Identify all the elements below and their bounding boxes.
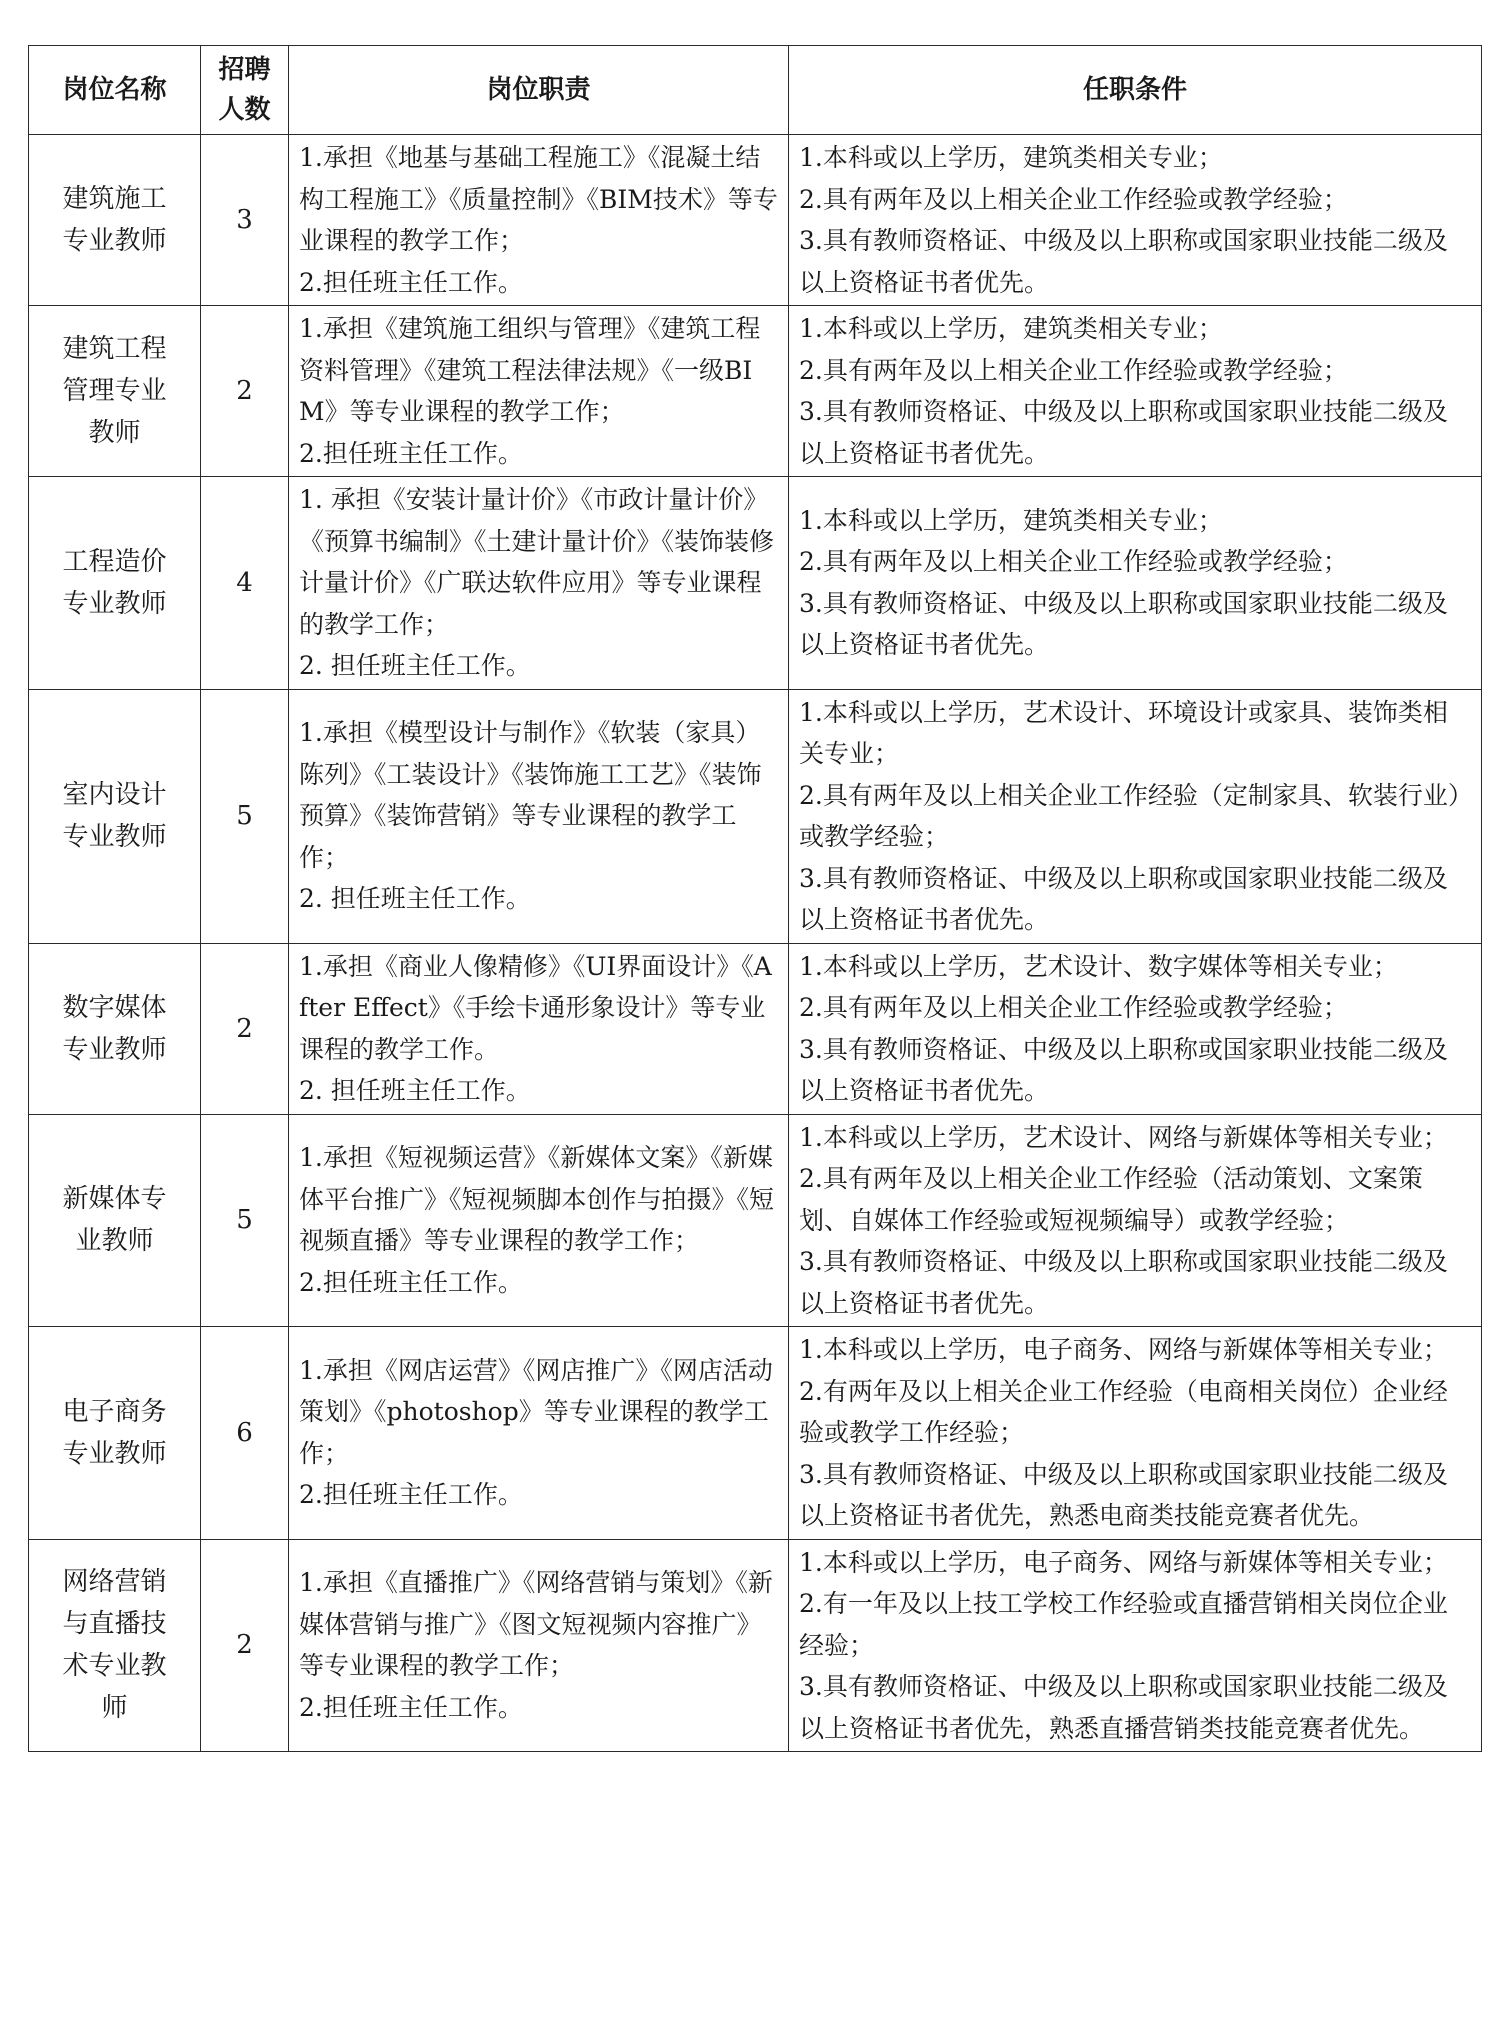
- position-name: 建筑工程管理专业教师: [62, 334, 167, 448]
- duty-item: 1.承担《建筑施工组织与管理》《建筑工程资料管理》《建筑工程法律法规》《一级BIM》等专业课程的教学工作；: [299, 314, 761, 426]
- duty-item: 2.担任班主任工作。: [299, 1267, 523, 1297]
- header-headcount: [201, 46, 289, 135]
- table-row: [29, 306, 1482, 477]
- headcount: 3: [201, 135, 289, 306]
- headcount: 5: [201, 689, 289, 943]
- requirements-cell: [789, 689, 1482, 943]
- table-row: [29, 1114, 1482, 1327]
- headcount: 4: [201, 477, 289, 690]
- requirement-item: 2.具有两年及以上相关企业工作经验或教学经验；: [799, 184, 1348, 214]
- duties-cell: [289, 1327, 789, 1540]
- position-name-cell: [29, 1539, 201, 1752]
- position-name: 新媒体专业教师: [62, 1184, 167, 1257]
- duties-cell: [289, 689, 789, 943]
- duties-cell: [289, 1114, 789, 1327]
- requirement-item: 3.具有教师资格证、中级及以上职称或国家职业技能二级及以上资格证书者优先。: [799, 1034, 1448, 1105]
- duty-item: 2.担任班主任工作。: [299, 1480, 523, 1510]
- table-row: [29, 1327, 1482, 1540]
- duty-item: 2. 担任班主任工作。: [299, 884, 531, 914]
- requirement-item: 3.具有教师资格证、中级及以上职称或国家职业技能二级及以上资格证书者优先。: [799, 226, 1448, 297]
- duty-item: 2. 担任班主任工作。: [299, 1076, 531, 1105]
- position-name-cell: [29, 477, 201, 690]
- requirement-item: 3.具有教师资格证、中级及以上职称或国家职业技能二级及以上资格证书者优先。: [799, 397, 1448, 468]
- requirement-item: 3.具有教师资格证、中级及以上职称或国家职业技能二级及以上资格证书者优先。: [799, 863, 1448, 934]
- header-headcount-label: 招聘人数: [218, 55, 271, 125]
- headcount: 2: [201, 306, 289, 477]
- requirement-item: 1.本科或以上学历，电子商务、网络与新媒体等相关专业；: [799, 1547, 1448, 1577]
- position-name: 室内设计专业教师: [62, 780, 167, 852]
- duty-item: 2. 担任班主任工作。: [299, 651, 531, 680]
- position-name-cell: [29, 306, 201, 477]
- requirement-item: 2.有两年及以上相关企业工作经验（电商相关岗位）企业经验或教学工作经验；: [799, 1376, 1448, 1447]
- duty-item: 1.承担《网店运营》《网店推广》《网店活动策划》《photoshop》等专业课程的教学工作；: [299, 1355, 773, 1468]
- requirement-item: 1.本科或以上学历，电子商务、网络与新媒体等相关专业；: [799, 1335, 1448, 1364]
- duties-cell: [289, 943, 789, 1114]
- duty-item: 1.承担《直播推广》《网络营销与策划》《新媒体营销与推广》《图文短视频内容推广》等专业课程的教学工作；: [299, 1568, 773, 1681]
- requirement-item: 2.具有两年及以上相关企业工作经验（定制家具、软装行业）或教学经验；: [799, 780, 1461, 851]
- requirement-item: 1.本科或以上学历，艺术设计、网络与新媒体等相关专业；: [799, 1122, 1448, 1152]
- requirement-item: 2.具有两年及以上相关企业工作经验或教学经验；: [799, 355, 1348, 385]
- requirements-cell: [789, 943, 1482, 1114]
- position-name-cell: [29, 135, 201, 306]
- requirements-cell: [789, 135, 1482, 306]
- position-name-cell: [29, 1114, 201, 1327]
- requirement-item: 2.具有两年及以上相关企业工作经验或教学经验；: [799, 547, 1348, 577]
- headcount: 2: [201, 1539, 289, 1752]
- requirements-cell: [789, 477, 1482, 690]
- position-name: 电子商务专业教师: [62, 1396, 167, 1469]
- position-name-cell: [29, 943, 201, 1114]
- position-name: 建筑施工专业教师: [62, 184, 167, 256]
- table-row: [29, 689, 1482, 943]
- headcount: 6: [201, 1327, 289, 1540]
- requirements-cell: [789, 306, 1482, 477]
- requirement-item: 2.有一年及以上技工学校工作经验或直播营销相关岗位企业经验；: [799, 1589, 1448, 1660]
- duty-item: 2.担任班主任工作。: [299, 1692, 523, 1722]
- requirements-cell: [789, 1327, 1482, 1540]
- header-duties: 岗位职责: [289, 46, 789, 135]
- position-name: 工程造价专业教师: [62, 546, 167, 619]
- requirement-item: 3.具有教师资格证、中级及以上职称或国家职业技能二级及以上资格证书者优先。: [799, 1247, 1448, 1318]
- position-name-cell: [29, 689, 201, 943]
- duties-cell: [289, 135, 789, 306]
- requirements-cell: [789, 1539, 1482, 1752]
- header-row: [29, 46, 1482, 135]
- requirement-item: 3.具有教师资格证、中级及以上职称或国家职业技能二级及以上资格证书者优先，熟悉直播营销类技能竞赛者优先。: [799, 1672, 1448, 1743]
- table-row: [29, 135, 1482, 306]
- duty-item: 1.承担《模型设计与制作》《软装（家具）陈列》《工装设计》《装饰施工工艺》《装饰预算》《装饰营销》等专业课程的教学工作；: [299, 718, 762, 872]
- requirement-item: 3.具有教师资格证、中级及以上职称或国家职业技能二级及以上资格证书者优先，熟悉电商类技能竞赛者优先。: [799, 1459, 1448, 1530]
- duty-item: 1. 承担《安装计量计价》《市政计量计价》《预算书编制》《土建计量计价》《装饰装修计量计价》《广联达软件应用》等专业课程的教学工作；: [299, 485, 775, 639]
- duties-cell: [289, 1539, 789, 1752]
- table-body: [29, 135, 1482, 1752]
- requirement-item: 1.本科或以上学历，艺术设计、环境设计或家具、装饰类相关专业；: [799, 697, 1448, 768]
- duty-item: 1.承担《地基与基础工程施工》《混凝土结构工程施工》《质量控制》《BIM技术》等专业课程的教学工作；: [299, 143, 778, 255]
- duty-item: 2.担任班主任工作。: [299, 267, 523, 297]
- position-name-cell: [29, 1327, 201, 1540]
- requirement-item: 1.本科或以上学历，建筑类相关专业；: [799, 143, 1223, 172]
- requirement-item: 2.具有两年及以上相关企业工作经验（活动策划、文案策划、自媒体工作经验或短视频编导）或教学经验；: [799, 1164, 1423, 1235]
- requirement-item: 2.具有两年及以上相关企业工作经验或教学经验；: [799, 993, 1348, 1022]
- duty-item: 1.承担《商业人像精修》《UI界面设计》《After Effect》《手绘卡通形象设计》等专业课程的教学工作。: [299, 951, 772, 1064]
- table-row: [29, 1539, 1482, 1752]
- job-table: [28, 45, 1482, 1752]
- requirement-item: 1.本科或以上学历，建筑类相关专业；: [799, 314, 1223, 343]
- headcount: 5: [201, 1114, 289, 1327]
- position-name: 数字媒体专业教师: [62, 992, 167, 1065]
- duties-cell: [289, 477, 789, 690]
- header-requirements: 任职条件: [789, 46, 1482, 135]
- requirement-item: 1.本科或以上学历，建筑类相关专业；: [799, 505, 1223, 535]
- requirement-item: 1.本科或以上学历，艺术设计、数字媒体等相关专业；: [799, 951, 1398, 981]
- duties-cell: [289, 306, 789, 477]
- table-row: [29, 943, 1482, 1114]
- requirements-cell: [789, 1114, 1482, 1327]
- requirement-item: 3.具有教师资格证、中级及以上职称或国家职业技能二级及以上资格证书者优先。: [799, 588, 1448, 660]
- table-row: [29, 477, 1482, 690]
- headcount: 2: [201, 943, 289, 1114]
- position-name: 网络营销与直播技术专业教师: [62, 1567, 167, 1724]
- duty-item: 1.承担《短视频运营》《新媒体文案》《新媒体平台推广》《短视频脚本创作与拍摄》《短视频直播》等专业课程的教学工作；: [299, 1143, 775, 1256]
- duty-item: 2.担任班主任工作。: [299, 438, 523, 468]
- header-position-name: 岗位名称: [29, 46, 201, 135]
